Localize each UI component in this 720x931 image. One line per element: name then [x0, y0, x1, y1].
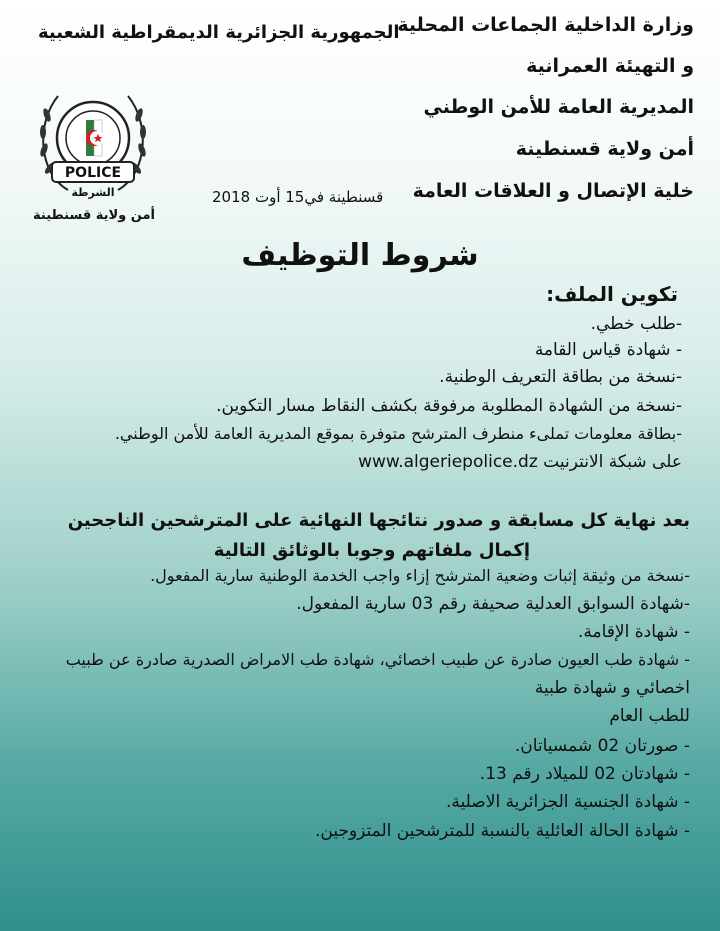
- ministry-line-2: و التهيئة العمرانية: [526, 55, 694, 77]
- emblem-arabic-text: الشرطة: [71, 186, 115, 199]
- documents-heading-line-1: بعد نهاية كل مسابقة و صدور نتائجها النهائية على المترشحين الناجحين: [67, 510, 690, 531]
- emblem-caption: أمن ولاية قسنطينة: [33, 208, 155, 223]
- police-emblem: [28, 78, 158, 206]
- list-item: - شهادتان 02 للميلاد رقم 13.: [479, 764, 690, 784]
- page-title: شروط التوظيف: [241, 238, 479, 273]
- file-composition-heading: تكوين الملف:: [546, 282, 678, 306]
- ministry-line-1: وزارة الداخلية الجماعات المحلية: [397, 14, 694, 36]
- list-item: -طلب خطي.: [590, 314, 682, 334]
- wilaya-security-line: أمن ولاية قسنطينة: [515, 138, 694, 160]
- list-item: -نسخة من الشهادة المطلوبة مرفوقة بكشف النقاط مسار التكوين.: [216, 396, 682, 416]
- emblem-police-text: POLICE: [64, 165, 122, 181]
- police-badge-icon: [28, 78, 158, 206]
- documents-heading-line-2: إكمال ملفاتهم وجوبا بالوثائق التالية: [213, 540, 530, 561]
- directorate-line: المديرية العامة للأمن الوطني: [423, 96, 694, 118]
- website-prefix: على شبكة الانترنيت: [543, 452, 682, 472]
- list-item: -نسخة من بطاقة التعريف الوطنية.: [439, 367, 682, 387]
- list-item: - شهادة الجنسية الجزائرية الاصلية.: [446, 792, 690, 812]
- republic-title: الجمهورية الجزائرية الديمقراطية الشعبية: [38, 22, 400, 43]
- list-item: - شهادة طب العيون صادرة عن طبيب اخصائي، شهادة طب الامراض الصدرية صادرة عن طبيب: [65, 650, 690, 669]
- list-item: -نسخة من وثيقة إثبات وضعية المترشح إزاء واجب الخدمة الوطنية سارية المفعول.: [150, 566, 690, 585]
- list-item: -شهادة السوابق العدلية صحيفة رقم 03 سارية المفعول.: [296, 594, 690, 614]
- list-item: - شهادة الحالة العائلية بالنسبة للمترشحين المتزوجين.: [314, 821, 690, 841]
- list-item: اخصائي و شهادة طبية: [534, 678, 690, 698]
- website-line: [358, 452, 682, 472]
- list-item: - صورتان 02 شمسياتان.: [514, 736, 690, 756]
- list-item: للطب العام: [609, 706, 690, 726]
- list-item: - شهادة قياس القامة: [534, 340, 682, 360]
- website-link[interactable]: www.algeriepolice.dz: [358, 452, 538, 472]
- list-item: -بطاقة معلومات تملىء منطرف المترشح متوفرة بموقع المديرية العامة للأمن الوطني.: [114, 424, 682, 443]
- document-date: قسنطينة في15 أوت 2018: [212, 188, 384, 206]
- communication-cell-line: خلية الإتصال و العلاقات العامة: [412, 180, 694, 202]
- list-item: - شهادة الإقامة.: [577, 622, 690, 642]
